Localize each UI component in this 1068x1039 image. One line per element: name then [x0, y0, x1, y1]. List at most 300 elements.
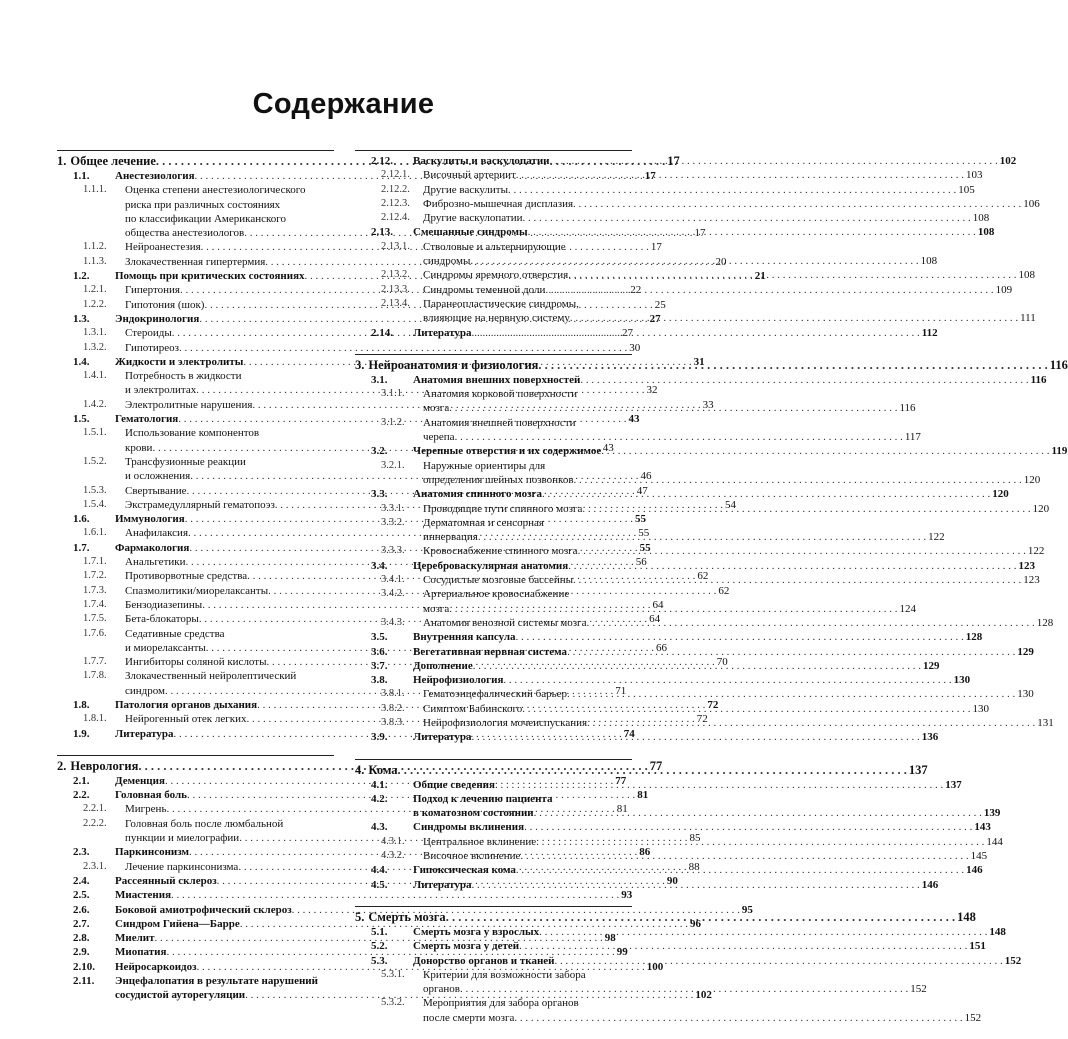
toc-entry-title: Иммунология	[115, 513, 185, 526]
toc-page-number: 102	[999, 155, 1017, 167]
toc-entry-title: Проводящие пути спинного мозга	[423, 502, 583, 515]
toc-subsection-entry[interactable]	[57, 198, 334, 212]
toc-subsection-entry[interactable]	[57, 627, 334, 641]
toc-page-number: 136	[921, 731, 939, 744]
toc-dot-leader	[495, 778, 943, 792]
toc-entry-title: Деменция	[115, 774, 165, 787]
toc-entry-number: 4.3.2.	[381, 850, 405, 862]
toc-entry-number: 3.8.3.	[381, 716, 405, 728]
toc-page-number: 27	[622, 327, 634, 340]
toc-entry-title: Использование компонентов	[125, 427, 260, 440]
toc-entry-title: после смерти мозга	[423, 1011, 515, 1024]
toc-entry-number: 2.12.4.	[381, 212, 410, 224]
toc-entry-title: Помощь при критических состояниях	[115, 270, 305, 283]
toc-dot-leader	[567, 687, 1015, 701]
toc-entry-title: в коматозном состоянии	[413, 807, 534, 820]
toc-entry-number: 4.3.	[371, 821, 388, 834]
toc-page-number: 85	[689, 832, 701, 845]
toc-dot-leader	[539, 925, 987, 939]
toc-entry-title: Злокачественная гипертермия	[125, 255, 266, 268]
toc-subsection-entry[interactable]	[355, 996, 632, 1010]
toc-page-number: 108	[920, 255, 938, 268]
toc-page-number: 128	[965, 631, 983, 644]
toc-section-entry[interactable]	[57, 974, 334, 988]
toc-dot-leader	[516, 168, 964, 182]
toc-section-entry[interactable]	[355, 792, 632, 806]
toc-entry-title: Симптом Бабинского	[423, 702, 523, 715]
toc-entry-title: Потребность в жидкости	[125, 370, 242, 383]
toc-entry-title: Донорство органов и тканей	[413, 954, 555, 967]
toc-entry-title: Неврология	[70, 758, 139, 773]
toc-subsection-entry[interactable]	[355, 387, 632, 401]
toc-entry-number: 1.2.2.	[83, 298, 107, 310]
toc-entry-number: 2.3.1.	[83, 860, 107, 872]
toc-entry-number: 2.11.	[73, 975, 95, 988]
toc-entry-number: 2.9.	[73, 946, 90, 959]
toc-page-number: 116	[899, 402, 916, 415]
toc-entry-title: Электролитные нарушения	[125, 398, 253, 411]
toc-page-number: 116	[1049, 357, 1068, 372]
toc-dot-leader	[508, 183, 956, 197]
toc-entry-number: 3.1.2.	[381, 416, 405, 428]
toc-dot-leader	[573, 197, 1021, 211]
toc-entry-title: Внутренняя капсула	[413, 631, 516, 644]
toc-dot-leader	[534, 806, 982, 820]
toc-entry-number: 2.7.	[73, 917, 90, 930]
toc-entry-title: Нейросаркоидоз	[115, 960, 197, 973]
toc-page-number: 146	[966, 864, 983, 877]
toc-page-number: 96	[689, 917, 701, 930]
toc-page-number: 124	[899, 602, 916, 615]
toc-entry-title: Мероприятия для забора органов	[423, 997, 579, 1010]
toc-entry-number: 5.1.	[371, 925, 388, 938]
toc-page-number: 56	[635, 556, 647, 569]
toc-entry-title: по классификации Американского	[125, 212, 287, 225]
toc-entry-number: 4.5.	[371, 878, 388, 891]
toc-entry-number: 1.5.3.	[83, 484, 107, 496]
toc-entry-title: Миелит	[115, 932, 155, 945]
toc-entry-number: 1.5.4.	[83, 498, 107, 510]
toc-page-number: 22	[630, 284, 642, 297]
toc-dot-leader	[587, 716, 1035, 730]
toc-page-number: 151	[969, 940, 986, 953]
toc-page-number: 122	[928, 531, 945, 544]
toc-entry-title: Подход к лечению пациента	[413, 792, 553, 805]
toc-entry-number: 3.3.3.	[381, 545, 405, 557]
toc-page-number: 102	[695, 989, 712, 1002]
toc-entry-number: 2.14.	[371, 326, 393, 339]
toc-subsection-entry[interactable]	[355, 240, 632, 254]
toc-dot-leader	[582, 502, 1030, 516]
toc-dot-leader	[586, 616, 1034, 630]
toc-dot-leader	[519, 939, 967, 953]
toc-section-entry[interactable]	[355, 373, 1047, 387]
toc-entry-number: 1.1.2.	[83, 241, 107, 253]
toc-entry-title: Свертывание	[125, 484, 187, 497]
toc-entry-title: Нейрофизиология	[413, 674, 504, 687]
toc-subsection-entry[interactable]	[355, 459, 632, 473]
toc-entry-title: Синдромы яремного отверстия	[423, 269, 569, 282]
toc-entry-number: 1.7.5.	[83, 613, 107, 625]
toc-entry-title: черепа	[423, 431, 455, 444]
toc-dot-leader	[473, 659, 921, 673]
toc-page-number: 17	[694, 227, 706, 240]
toc-page-number: 55	[638, 527, 650, 540]
toc-dot-leader	[542, 487, 990, 501]
toc-page-number: 54	[725, 498, 737, 511]
toc-subsection-entry[interactable]	[57, 341, 641, 355]
toc-subsection-entry[interactable]	[57, 426, 334, 440]
toc-entry-title: Энцефалопатия в результате нарушений	[115, 975, 318, 988]
toc-entry-title: Синдромы теменной доли	[423, 283, 546, 296]
toc-subsection-entry[interactable]	[355, 516, 632, 530]
toc-entry-number: 1.3.2.	[83, 341, 107, 353]
toc-entry-number: 1.7.4.	[83, 598, 107, 610]
toc-page-number: 30	[629, 341, 641, 354]
toc-entry-title: Литература	[413, 731, 472, 744]
toc-entry-title: Гематология	[115, 413, 179, 426]
toc-entry-number: 1.	[57, 154, 67, 168]
toc-page-number: 137	[945, 778, 962, 791]
toc-dot-leader	[545, 283, 993, 297]
toc-page-number: 32	[646, 384, 658, 397]
toc-section-entry[interactable]	[355, 939, 986, 953]
toc-entry-title: Анатомия внешних поверхностей	[413, 373, 581, 386]
toc-section-entry[interactable]	[355, 444, 1068, 458]
toc-entry-number: 3.1.	[371, 373, 388, 386]
toc-subsection-entry[interactable]	[355, 430, 921, 444]
toc-entry-title: Литература	[413, 326, 472, 339]
toc-dot-leader	[578, 544, 1026, 558]
toc-page-number: 70	[716, 656, 728, 669]
toc-entry-title: пункции и миелографии	[125, 832, 240, 845]
toc-page-number: 93	[621, 889, 633, 902]
toc-entry-title: Анатомия спинного мозга	[413, 488, 543, 501]
toc-entry-title: влияющие на нервную систему	[423, 312, 570, 325]
toc-page-number: 129	[1017, 645, 1034, 658]
toc-entry-title: Злокачественный нейролептический	[125, 670, 297, 683]
toc-page-number: 64	[652, 598, 664, 611]
toc-entry-title: Оценка степени анестезиологического	[125, 184, 306, 197]
toc-page-number: 62	[697, 570, 709, 583]
toc-entry-title: Нейрофизиология мочеиспускания	[423, 716, 588, 729]
toc-entry-number: 2.13.	[371, 226, 393, 239]
toc-subsection-entry[interactable]	[57, 212, 334, 226]
toc-dot-leader	[568, 268, 1016, 282]
toc-subsection-entry[interactable]	[355, 268, 1035, 282]
toc-page-number: 130	[1017, 688, 1034, 701]
toc-entry-title: Вегетативная нервная система	[413, 645, 568, 658]
toc-entry-title: Бета-блокаторы	[125, 613, 199, 626]
toc-subsection-entry[interactable]	[355, 687, 1034, 701]
toc-entry-title: Наружные ориентиры для	[423, 459, 546, 472]
toc-page-number: 105	[958, 183, 975, 196]
toc-subsection-entry[interactable]	[57, 369, 334, 383]
toc-entry-title: Кровоснабжение спинного мозга	[423, 545, 578, 558]
toc-subsection-entry[interactable]	[57, 669, 334, 683]
toc-entry-title: определения шейных позвонков	[423, 473, 574, 486]
toc-entry-title: Спазмолитики/миорелаксанты	[125, 584, 269, 597]
toc-entry-number: 1.3.	[73, 312, 90, 325]
toc-section-entry[interactable]	[355, 673, 971, 687]
toc-entry-title: Гипоксическая кома	[413, 864, 516, 877]
toc-page-number: 116	[1030, 373, 1047, 386]
toc-entry-number: 2.	[57, 758, 67, 773]
toc-dot-leader	[570, 311, 1018, 325]
toc-entry-number: 1.2.1.	[83, 284, 107, 296]
toc-entry-title: Мигрень	[125, 803, 167, 816]
toc-entry-title: и электролитах	[125, 384, 197, 397]
toc-page-number: 148	[989, 925, 1006, 938]
toc-page-number: 86	[639, 846, 651, 859]
toc-section-entry[interactable]	[355, 925, 1006, 939]
toc-entry-title: Кома	[368, 762, 398, 777]
toc-page-number: 77	[615, 774, 627, 787]
toc-page-number: 71	[615, 684, 627, 697]
toc-entry-number: 2.13.4.	[381, 297, 410, 309]
toc-page-number: 139	[983, 807, 1001, 820]
toc-page-number: 109	[995, 283, 1013, 296]
toc-subsection-entry[interactable]	[355, 416, 632, 430]
toc-entry-number: 2.6.	[73, 903, 90, 916]
toc-entry-number: 1.7.6.	[83, 627, 107, 639]
toc-section-entry[interactable]	[355, 326, 938, 340]
toc-entry-title: Другие васкулиты	[423, 183, 508, 196]
toc-page-number: 17	[667, 154, 680, 168]
toc-entry-title: Паранеопластические синдромы,	[423, 297, 579, 310]
toc-entry-number: 1.7.2.	[83, 570, 107, 582]
toc-entry-title: Гематоэнцефалический барьер	[423, 688, 567, 701]
toc-entry-number: 1.8.	[73, 698, 90, 711]
toc-section-entry[interactable]	[57, 888, 633, 902]
toc-subsection-entry[interactable]	[355, 197, 1040, 211]
toc-entry-title: Цереброваскулярная анатомия	[413, 559, 569, 572]
toc-entry-title: иннервация	[423, 531, 478, 544]
toc-entry-number: 2.13.3.	[381, 283, 410, 295]
toc-subsection-entry[interactable]	[355, 587, 632, 601]
toc-subsection-entry[interactable]	[355, 211, 990, 225]
toc-entry-number: 1.4.1.	[83, 370, 107, 382]
toc-entry-title: синдром	[125, 684, 166, 697]
toc-section-entry[interactable]	[355, 630, 983, 644]
toc-page-number: 74	[623, 727, 635, 740]
toc-page-number: 62	[718, 584, 730, 597]
toc-entry-number: 3.4.2.	[381, 588, 405, 600]
toc-entry-title: Анальгетики	[125, 556, 186, 569]
toc-page-number: 31	[693, 355, 705, 368]
toc-dot-leader	[522, 702, 970, 716]
toc-entry-number: 2.2.1.	[83, 803, 107, 815]
toc-subsection-entry[interactable]	[355, 297, 632, 311]
toc-entry-title: Критерии для возможности забора	[423, 968, 586, 981]
toc-page-number: 106	[1023, 197, 1040, 210]
toc-entry-title: общества анестезиологов	[125, 227, 245, 240]
toc-dot-leader	[574, 473, 1022, 487]
toc-entry-number: 2.12.	[371, 155, 393, 167]
toc-page-number: 98	[604, 932, 616, 945]
toc-dot-leader	[449, 602, 897, 616]
toc-dot-leader	[528, 225, 976, 239]
toc-subsection-entry[interactable]	[355, 1011, 982, 1025]
toc-entry-number: 3.8.1.	[381, 688, 405, 700]
toc-dot-leader	[398, 763, 907, 778]
toc-dot-leader	[472, 730, 920, 744]
toc-entry-number: 2.1.	[73, 774, 90, 787]
toc-dot-leader	[478, 530, 926, 544]
toc-page-number: 123	[1018, 559, 1035, 572]
toc-page-number: 120	[1023, 473, 1041, 486]
toc-entry-number: 1.3.1.	[83, 327, 107, 339]
toc-dot-leader	[472, 878, 920, 892]
toc-page-number: 21	[754, 270, 766, 283]
toc-entry-number: 3.6.	[371, 645, 388, 658]
toc-entry-title: Фармакология	[115, 541, 190, 554]
toc-page-number: 27	[649, 312, 661, 325]
toc-entry-title: Смешанные синдромы	[413, 226, 528, 239]
toc-page-number: 112	[921, 326, 938, 339]
toc-entry-title: Лечение паркинсонизма	[125, 860, 239, 873]
toc-subsection-entry[interactable]	[57, 817, 334, 831]
toc-entry-number: 1.7.3.	[83, 584, 107, 596]
toc-section-entry[interactable]	[355, 730, 939, 744]
toc-entry-number: 5.3.	[371, 954, 388, 967]
toc-entry-number: 2.13.1.	[381, 240, 410, 252]
toc-page-number: 77	[649, 758, 663, 773]
toc-section-entry[interactable]	[355, 820, 991, 834]
toc-entry-title: Нейроанатомия и физиология	[368, 357, 539, 372]
toc-page-number: 152	[910, 983, 927, 996]
toc-page-number: 145	[970, 850, 988, 863]
toc-section-entry[interactable]	[355, 806, 1001, 820]
toc-entry-title: Синдромы вклинения	[413, 821, 525, 834]
toc-entry-title: Центральное вклинение	[423, 835, 537, 848]
toc-entry-title: органов	[423, 983, 460, 996]
toc-page-number: 152	[1004, 954, 1022, 967]
toc-dot-leader	[520, 849, 968, 863]
toc-dot-leader	[524, 820, 972, 834]
toc-entry-title: Миастения	[115, 889, 172, 902]
toc-section-entry[interactable]	[355, 778, 962, 792]
toc-dot-leader	[550, 154, 998, 168]
toc-entry-title: Гипотония (шок)	[125, 298, 205, 311]
toc-entry-title: Синдром Гийена—Барре	[115, 917, 240, 930]
toc-page-number: 120	[992, 488, 1009, 501]
toc-dot-leader	[470, 254, 918, 268]
toc-entry-number: 3.8.2.	[381, 702, 405, 714]
toc-entry-title: Височное вклинение	[423, 850, 521, 863]
toc-page-number: 17	[650, 241, 662, 254]
page-title: Содержание	[252, 88, 435, 120]
toc-entry-title: Артериальное кровоснабжение	[423, 588, 570, 601]
toc-subsection-entry[interactable]	[355, 968, 632, 982]
toc-page-number: 146	[921, 878, 939, 891]
toc-dot-leader	[538, 358, 1047, 373]
toc-entry-title: Нейрогенный отек легких	[125, 713, 247, 726]
toc-entry-title: Литература	[115, 727, 174, 740]
toc-entry-title: Сосудистые мозговые бассейны	[423, 574, 574, 587]
toc-page-number: 72	[707, 698, 719, 711]
toc-entry-number: 3.8.	[371, 674, 388, 687]
toc-entry-title: Трансфузионные реакции	[125, 455, 246, 468]
toc-entry-number: 2.5.	[73, 889, 90, 902]
toc-entry-number: 3.2.	[371, 445, 388, 458]
toc-entry-title: Анатомия корковой поверхности	[423, 388, 577, 401]
toc-entry-title: Головная боль	[115, 789, 187, 802]
toc-dot-leader	[460, 982, 908, 996]
toc-entry-title: Гипотиреоз	[125, 341, 179, 354]
toc-entry-number: 5.2.	[371, 940, 388, 953]
toc-entry-title: Эндокринология	[115, 312, 200, 325]
toc-entry-number: 1.7.7.	[83, 656, 107, 668]
toc-page-number: 137	[908, 762, 928, 777]
toc-entry-title: Жидкости и электролиты	[115, 355, 244, 368]
toc-entry-number: 2.10.	[73, 960, 95, 973]
toc-page-number: 108	[972, 212, 990, 225]
toc-entry-title: Смерть мозга	[368, 909, 446, 924]
toc-entry-title: Смерть мозга у взрослых	[413, 925, 540, 938]
toc-entry-title: Миопатия	[115, 946, 167, 959]
toc-entry-number: 1.2.	[73, 270, 90, 283]
toc-page-number: 117	[904, 431, 921, 444]
toc-entry-title: Ингибиторы соляной кислоты	[125, 656, 267, 669]
toc-page-number: 128	[1036, 616, 1054, 629]
toc-subsection-entry[interactable]	[57, 183, 334, 197]
toc-entry-title: Васкулиты и васкулопатии	[413, 155, 550, 167]
toc-entry-number: 2.12.3.	[381, 197, 410, 209]
toc-entry-number: 2.4.	[73, 874, 90, 887]
toc-page-number: 130	[972, 702, 989, 715]
toc-entry-number: 4.1.	[371, 778, 388, 791]
toc-entry-title: синдромы	[423, 255, 471, 268]
toc-entry-number: 3.3.2.	[381, 516, 405, 528]
toc-dot-leader	[503, 673, 951, 687]
toc-entry-title: сосудистой ауторегуляции	[115, 989, 246, 1002]
toc-entry-number: 2.3.	[73, 846, 90, 859]
toc-dot-leader	[514, 1011, 962, 1025]
toc-entry-number: 3.1.1.	[381, 388, 405, 400]
toc-entry-title: Дерматомная и сенсорная	[423, 516, 544, 529]
toc-entry-number: 5.3.2.	[381, 997, 405, 1009]
toc-entry-title: Противорвотные средства	[125, 570, 248, 583]
toc-dot-leader	[555, 954, 1003, 968]
toc-page-number: 143	[974, 821, 991, 834]
toc-entry-number: 1.5.2.	[83, 455, 107, 467]
toc-entry-title: Головная боль после люмбальной	[125, 817, 284, 830]
toc-entry-number: 3.3.	[371, 488, 388, 501]
toc-entry-number: 1.8.1.	[83, 713, 107, 725]
toc-entry-title: Анатомия венозной системы мозга	[423, 616, 587, 629]
toc-entry-number: 3.7.	[371, 659, 388, 672]
toc-page-number: 33	[702, 398, 714, 411]
toc-entry-title: и осложнения	[125, 470, 191, 483]
toc-subsection-entry[interactable]	[57, 455, 334, 469]
toc-entry-title: Дополнение	[413, 659, 473, 672]
toc-dot-leader	[568, 559, 1016, 573]
toc-entry-title: Анестезиология	[115, 170, 195, 182]
toc-entry-number: 1.5.1.	[83, 427, 107, 439]
toc-page-number: 95	[741, 903, 753, 916]
toc-page-number: 47	[636, 484, 648, 497]
toc-entry-number: 2.2.	[73, 789, 90, 802]
toc-dot-leader	[536, 835, 984, 849]
toc-subsection-entry[interactable]	[355, 183, 975, 197]
toc-entry-number: 3.5.	[371, 631, 388, 644]
toc-page-number: 55	[639, 541, 651, 554]
toc-page-number: 123	[1023, 574, 1040, 587]
toc-page-number: 99	[616, 946, 628, 959]
toc-entry-title: Другие васкулопатии	[423, 212, 523, 225]
toc-section-entry[interactable]	[57, 917, 701, 931]
